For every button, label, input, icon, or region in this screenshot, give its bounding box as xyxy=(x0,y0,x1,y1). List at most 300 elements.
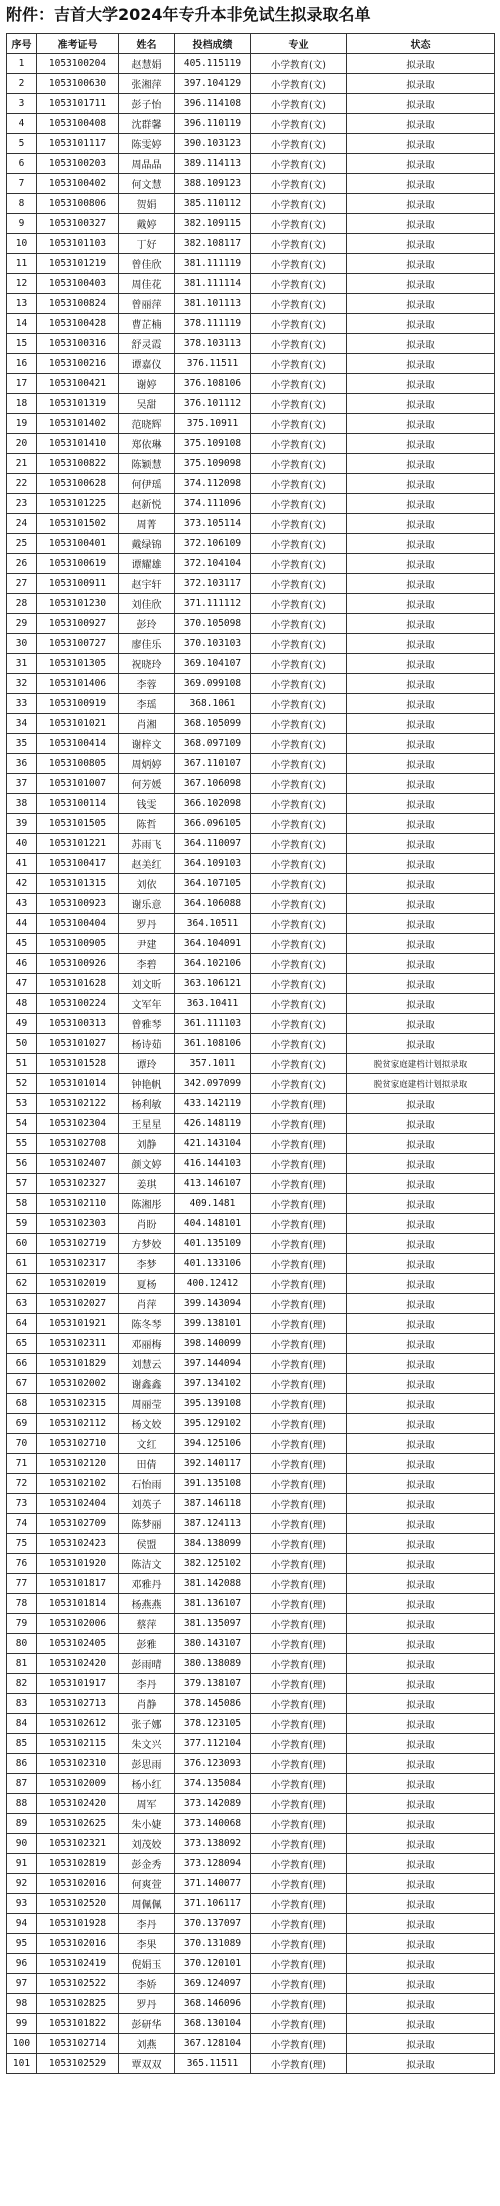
cell-major: 小学教育(文) xyxy=(251,734,347,754)
cell-status: 拟录取 xyxy=(347,534,495,554)
cell-score: 368.130104 xyxy=(175,2014,251,2034)
cell-score: 376.123093 xyxy=(175,1754,251,1774)
cell-seq: 90 xyxy=(7,1834,37,1854)
cell-status: 拟录取 xyxy=(347,1094,495,1114)
cell-major: 小学教育(理) xyxy=(251,1654,347,1674)
cell-exam-id: 1053101502 xyxy=(37,514,119,534)
cell-exam-id: 1053101402 xyxy=(37,414,119,434)
table-row xyxy=(7,1214,495,1234)
cell-status: 拟录取 xyxy=(347,1534,495,1554)
cell-status: 拟录取 xyxy=(347,1834,495,1854)
cell-score: 371.140077 xyxy=(175,1874,251,1894)
cell-score: 389.114113 xyxy=(175,154,251,174)
cell-score: 385.110112 xyxy=(175,194,251,214)
cell-exam-id: 1053102315 xyxy=(37,1394,119,1414)
cell-name: 肖静 xyxy=(119,1694,175,1714)
cell-seq: 34 xyxy=(7,714,37,734)
cell-major: 小学教育(文) xyxy=(251,234,347,254)
cell-name: 曾佳欣 xyxy=(119,254,175,274)
cell-name: 文军年 xyxy=(119,994,175,1014)
cell-score: 400.12412 xyxy=(175,1274,251,1294)
cell-major: 小学教育(理) xyxy=(251,1814,347,1834)
cell-seq: 82 xyxy=(7,1674,37,1694)
cell-major: 小学教育(文) xyxy=(251,194,347,214)
cell-major: 小学教育(理) xyxy=(251,1614,347,1634)
table-row xyxy=(7,674,495,694)
cell-exam-id: 1053102420 xyxy=(37,1794,119,1814)
cell-seq: 22 xyxy=(7,474,37,494)
cell-name: 刘慧云 xyxy=(119,1354,175,1374)
cell-exam-id: 1053100414 xyxy=(37,734,119,754)
table-row xyxy=(7,1114,495,1134)
table-row xyxy=(7,1014,495,1034)
cell-major: 小学教育(文) xyxy=(251,894,347,914)
cell-score: 372.104104 xyxy=(175,554,251,574)
cell-exam-id: 1053100417 xyxy=(37,854,119,874)
cell-major: 小学教育(理) xyxy=(251,1434,347,1454)
cell-name: 刘静 xyxy=(119,1134,175,1154)
cell-exam-id: 1053100919 xyxy=(37,694,119,714)
cell-score: 395.129102 xyxy=(175,1414,251,1434)
cell-name: 张湘萍 xyxy=(119,74,175,94)
cell-score: 398.140099 xyxy=(175,1334,251,1354)
cell-exam-id: 1053102407 xyxy=(37,1154,119,1174)
cell-status: 拟录取 xyxy=(347,1154,495,1174)
table-row xyxy=(7,434,495,454)
cell-exam-id: 1053101928 xyxy=(37,1914,119,1934)
cell-status: 拟录取 xyxy=(347,54,495,74)
cell-major: 小学教育(文) xyxy=(251,554,347,574)
cell-seq: 58 xyxy=(7,1194,37,1214)
cell-major: 小学教育(文) xyxy=(251,774,347,794)
cell-name: 朱文兴 xyxy=(119,1734,175,1754)
cell-exam-id: 1053101021 xyxy=(37,714,119,734)
cell-score: 376.11511 xyxy=(175,354,251,374)
cell-exam-id: 1053102317 xyxy=(37,1254,119,1274)
cell-major: 小学教育(文) xyxy=(251,874,347,894)
cell-status: 拟录取 xyxy=(347,134,495,154)
cell-major: 小学教育(文) xyxy=(251,174,347,194)
cell-seq: 62 xyxy=(7,1274,37,1294)
cell-name: 周炳婷 xyxy=(119,754,175,774)
cell-major: 小学教育(理) xyxy=(251,1674,347,1694)
cell-status: 拟录取 xyxy=(347,714,495,734)
cell-major: 小学教育(理) xyxy=(251,1134,347,1154)
cell-major: 小学教育(文) xyxy=(251,934,347,954)
cell-status: 拟录取 xyxy=(347,454,495,474)
table-row xyxy=(7,474,495,494)
cell-exam-id: 1053101230 xyxy=(37,594,119,614)
cell-seq: 94 xyxy=(7,1914,37,1934)
cell-major: 小学教育(文) xyxy=(251,274,347,294)
cell-seq: 53 xyxy=(7,1094,37,1114)
cell-status: 拟录取 xyxy=(347,1694,495,1714)
cell-status: 拟录取 xyxy=(347,414,495,434)
header-seq: 序号 xyxy=(7,34,37,54)
cell-status: 拟录取 xyxy=(347,1634,495,1654)
cell-name: 舒灵霞 xyxy=(119,334,175,354)
cell-score: 368.146096 xyxy=(175,1994,251,2014)
cell-major: 小学教育(理) xyxy=(251,1214,347,1234)
cell-major: 小学教育(理) xyxy=(251,1634,347,1654)
cell-seq: 20 xyxy=(7,434,37,454)
cell-name: 郑依琳 xyxy=(119,434,175,454)
cell-score: 342.097099 xyxy=(175,1074,251,1094)
cell-seq: 49 xyxy=(7,1014,37,1034)
table-row xyxy=(7,414,495,434)
table-row xyxy=(7,494,495,514)
cell-seq: 61 xyxy=(7,1254,37,1274)
table-row xyxy=(7,794,495,814)
cell-exam-id: 1053101219 xyxy=(37,254,119,274)
cell-major: 小学教育(文) xyxy=(251,94,347,114)
cell-exam-id: 1053100619 xyxy=(37,554,119,574)
cell-seq: 75 xyxy=(7,1534,37,1554)
cell-exam-id: 1053102825 xyxy=(37,1994,119,2014)
cell-major: 小学教育(文) xyxy=(251,714,347,734)
cell-status: 拟录取 xyxy=(347,1414,495,1434)
cell-name: 周佩佩 xyxy=(119,1894,175,1914)
cell-status: 拟录取 xyxy=(347,294,495,314)
cell-seq: 45 xyxy=(7,934,37,954)
cell-score: 421.143104 xyxy=(175,1134,251,1154)
cell-major: 小学教育(文) xyxy=(251,74,347,94)
cell-seq: 40 xyxy=(7,834,37,854)
cell-seq: 56 xyxy=(7,1154,37,1174)
cell-name: 周佳花 xyxy=(119,274,175,294)
table-row xyxy=(7,354,495,374)
cell-major: 小学教育(文) xyxy=(251,54,347,74)
cell-status: 拟录取 xyxy=(347,234,495,254)
cell-exam-id: 1053102009 xyxy=(37,1774,119,1794)
cell-score: 413.146107 xyxy=(175,1174,251,1194)
cell-status: 拟录取 xyxy=(347,1894,495,1914)
cell-status: 拟录取 xyxy=(347,354,495,374)
table-row xyxy=(7,1874,495,1894)
cell-score: 371.106117 xyxy=(175,1894,251,1914)
table-row xyxy=(7,754,495,774)
table-header-row xyxy=(7,34,495,54)
cell-name: 戴婷 xyxy=(119,214,175,234)
cell-exam-id: 1053101007 xyxy=(37,774,119,794)
cell-score: 365.11511 xyxy=(175,2054,251,2074)
cell-name: 李娇 xyxy=(119,1974,175,1994)
cell-major: 小学教育(文) xyxy=(251,594,347,614)
cell-score: 363.10411 xyxy=(175,994,251,1014)
cell-name: 杨诗茹 xyxy=(119,1034,175,1054)
table-row xyxy=(7,1514,495,1534)
table-row xyxy=(7,994,495,1014)
cell-score: 374.111096 xyxy=(175,494,251,514)
cell-exam-id: 1053101921 xyxy=(37,1314,119,1334)
cell-exam-id: 1053100313 xyxy=(37,1014,119,1034)
cell-exam-id: 1053100428 xyxy=(37,314,119,334)
cell-score: 361.111103 xyxy=(175,1014,251,1034)
cell-name: 杨燕燕 xyxy=(119,1594,175,1614)
cell-name: 赵宇轩 xyxy=(119,574,175,594)
table-row xyxy=(7,194,495,214)
cell-score: 396.114108 xyxy=(175,94,251,114)
cell-exam-id: 1053100316 xyxy=(37,334,119,354)
cell-exam-id: 1053100822 xyxy=(37,454,119,474)
cell-score: 409.1481 xyxy=(175,1194,251,1214)
cell-status: 拟录取 xyxy=(347,554,495,574)
cell-major: 小学教育(文) xyxy=(251,154,347,174)
cell-seq: 41 xyxy=(7,854,37,874)
table-row xyxy=(7,1834,495,1854)
cell-exam-id: 1053101406 xyxy=(37,674,119,694)
cell-seq: 31 xyxy=(7,654,37,674)
cell-exam-id: 1053102520 xyxy=(37,1894,119,1914)
cell-name: 田倩 xyxy=(119,1454,175,1474)
cell-score: 369.099108 xyxy=(175,674,251,694)
cell-seq: 19 xyxy=(7,414,37,434)
cell-name: 戴绿锦 xyxy=(119,534,175,554)
cell-score: 373.105114 xyxy=(175,514,251,534)
table-row xyxy=(7,1254,495,1274)
table-row xyxy=(7,1174,495,1194)
cell-status: 拟录取 xyxy=(347,1194,495,1214)
cell-score: 378.123105 xyxy=(175,1714,251,1734)
cell-status: 拟录取 xyxy=(347,1714,495,1734)
cell-score: 367.110107 xyxy=(175,754,251,774)
cell-score: 364.102106 xyxy=(175,954,251,974)
table-row xyxy=(7,654,495,674)
cell-major: 小学教育(文) xyxy=(251,654,347,674)
cell-status: 拟录取 xyxy=(347,1854,495,1874)
cell-major: 小学教育(文) xyxy=(251,974,347,994)
cell-name: 邓丽梅 xyxy=(119,1334,175,1354)
cell-score: 364.107105 xyxy=(175,874,251,894)
cell-seq: 16 xyxy=(7,354,37,374)
cell-score: 387.146118 xyxy=(175,1494,251,1514)
cell-seq: 97 xyxy=(7,1974,37,1994)
cell-name: 何爽萱 xyxy=(119,1874,175,1894)
cell-name: 谭耀雄 xyxy=(119,554,175,574)
cell-seq: 64 xyxy=(7,1314,37,1334)
cell-name: 曹芷楠 xyxy=(119,314,175,334)
cell-status: 拟录取 xyxy=(347,854,495,874)
table-row xyxy=(7,1854,495,1874)
cell-score: 376.108106 xyxy=(175,374,251,394)
table-row xyxy=(7,834,495,854)
table-row xyxy=(7,1694,495,1714)
cell-exam-id: 1053100927 xyxy=(37,614,119,634)
cell-seq: 98 xyxy=(7,1994,37,2014)
cell-status: 拟录取 xyxy=(347,1654,495,1674)
cell-seq: 21 xyxy=(7,454,37,474)
cell-name: 彭金秀 xyxy=(119,1854,175,1874)
cell-major: 小学教育(文) xyxy=(251,334,347,354)
cell-status: 拟录取 xyxy=(347,1354,495,1374)
table-row xyxy=(7,334,495,354)
cell-name: 曾雅琴 xyxy=(119,1014,175,1034)
cell-status: 拟录取 xyxy=(347,1294,495,1314)
cell-score: 370.120101 xyxy=(175,1954,251,1974)
cell-score: 364.106088 xyxy=(175,894,251,914)
cell-exam-id: 1053101221 xyxy=(37,834,119,854)
cell-name: 杨文姣 xyxy=(119,1414,175,1434)
cell-seq: 36 xyxy=(7,754,37,774)
cell-score: 404.148101 xyxy=(175,1214,251,1234)
cell-name: 何芳媛 xyxy=(119,774,175,794)
cell-seq: 32 xyxy=(7,674,37,694)
table-row xyxy=(7,734,495,754)
cell-status: 拟录取 xyxy=(347,734,495,754)
cell-exam-id: 1053100905 xyxy=(37,934,119,954)
cell-major: 小学教育(理) xyxy=(251,1334,347,1354)
cell-score: 397.134102 xyxy=(175,1374,251,1394)
cell-exam-id: 1053100401 xyxy=(37,534,119,554)
cell-major: 小学教育(理) xyxy=(251,1894,347,1914)
cell-name: 彭思雨 xyxy=(119,1754,175,1774)
cell-score: 375.10911 xyxy=(175,414,251,434)
cell-name: 侯盟 xyxy=(119,1534,175,1554)
table-row xyxy=(7,134,495,154)
cell-score: 395.139108 xyxy=(175,1394,251,1414)
cell-exam-id: 1053102405 xyxy=(37,1634,119,1654)
cell-name: 陈颖慧 xyxy=(119,454,175,474)
cell-name: 赵慧娟 xyxy=(119,54,175,74)
cell-exam-id: 1053100204 xyxy=(37,54,119,74)
cell-seq: 33 xyxy=(7,694,37,714)
cell-major: 小学教育(理) xyxy=(251,1514,347,1534)
cell-exam-id: 1053102423 xyxy=(37,1534,119,1554)
cell-name: 李丹 xyxy=(119,1674,175,1694)
cell-status: 拟录取 xyxy=(347,474,495,494)
table-row xyxy=(7,514,495,534)
cell-exam-id: 1053101410 xyxy=(37,434,119,454)
cell-name: 沈群馨 xyxy=(119,114,175,134)
cell-exam-id: 1053102625 xyxy=(37,1814,119,1834)
cell-name: 李蓉 xyxy=(119,674,175,694)
cell-exam-id: 1053102120 xyxy=(37,1454,119,1474)
cell-score: 367.128104 xyxy=(175,2034,251,2054)
cell-seq: 101 xyxy=(7,2054,37,2074)
cell-exam-id: 1053101628 xyxy=(37,974,119,994)
cell-seq: 76 xyxy=(7,1554,37,1574)
cell-status: 拟录取 xyxy=(347,1434,495,1454)
cell-status: 拟录取 xyxy=(347,1914,495,1934)
cell-major: 小学教育(文) xyxy=(251,994,347,1014)
cell-status: 脱贫家庭建档计划拟录取 xyxy=(347,1054,495,1074)
cell-name: 彭研华 xyxy=(119,2014,175,2034)
cell-name: 朱小婕 xyxy=(119,1814,175,1834)
cell-exam-id: 1053101103 xyxy=(37,234,119,254)
cell-seq: 6 xyxy=(7,154,37,174)
cell-score: 381.101113 xyxy=(175,294,251,314)
cell-major: 小学教育(理) xyxy=(251,1914,347,1934)
cell-score: 369.104107 xyxy=(175,654,251,674)
cell-name: 钱雯 xyxy=(119,794,175,814)
cell-status: 拟录取 xyxy=(347,994,495,1014)
cell-exam-id: 1053100923 xyxy=(37,894,119,914)
cell-major: 小学教育(理) xyxy=(251,1474,347,1494)
cell-major: 小学教育(文) xyxy=(251,354,347,374)
cell-status: 拟录取 xyxy=(347,954,495,974)
table-row xyxy=(7,1714,495,1734)
cell-exam-id: 1053102404 xyxy=(37,1494,119,1514)
table-row xyxy=(7,1474,495,1494)
cell-status: 拟录取 xyxy=(347,1974,495,1994)
cell-status: 拟录取 xyxy=(347,1274,495,1294)
cell-name: 刘茂姣 xyxy=(119,1834,175,1854)
cell-major: 小学教育(理) xyxy=(251,1574,347,1594)
table-row xyxy=(7,614,495,634)
table-row xyxy=(7,454,495,474)
cell-status: 拟录取 xyxy=(347,654,495,674)
cell-score: 372.103117 xyxy=(175,574,251,594)
table-row xyxy=(7,1134,495,1154)
cell-major: 小学教育(理) xyxy=(251,1394,347,1414)
cell-major: 小学教育(文) xyxy=(251,294,347,314)
table-row xyxy=(7,1994,495,2014)
table-row xyxy=(7,94,495,114)
cell-score: 382.125102 xyxy=(175,1554,251,1574)
cell-seq: 29 xyxy=(7,614,37,634)
cell-status: 拟录取 xyxy=(347,1134,495,1154)
cell-status: 拟录取 xyxy=(347,314,495,334)
cell-seq: 1 xyxy=(7,54,37,74)
table-row xyxy=(7,1934,495,1954)
cell-score: 416.144103 xyxy=(175,1154,251,1174)
table-row xyxy=(7,1674,495,1694)
cell-seq: 83 xyxy=(7,1694,37,1714)
cell-status: 拟录取 xyxy=(347,914,495,934)
cell-seq: 2 xyxy=(7,74,37,94)
cell-major: 小学教育(文) xyxy=(251,114,347,134)
cell-name: 彭雨晴 xyxy=(119,1654,175,1674)
cell-name: 周丽莹 xyxy=(119,1394,175,1414)
cell-status: 拟录取 xyxy=(347,1014,495,1034)
table-row xyxy=(7,1554,495,1574)
cell-major: 小学教育(文) xyxy=(251,514,347,534)
cell-major: 小学教育(文) xyxy=(251,854,347,874)
cell-score: 363.106121 xyxy=(175,974,251,994)
table-row xyxy=(7,854,495,874)
cell-seq: 77 xyxy=(7,1574,37,1594)
cell-score: 380.138089 xyxy=(175,1654,251,1674)
cell-status: 拟录取 xyxy=(347,1514,495,1534)
cell-seq: 80 xyxy=(7,1634,37,1654)
cell-seq: 88 xyxy=(7,1794,37,1814)
cell-exam-id: 1053102112 xyxy=(37,1414,119,1434)
cell-name: 刘佳欣 xyxy=(119,594,175,614)
cell-name: 蔡萍 xyxy=(119,1614,175,1634)
cell-exam-id: 1053102310 xyxy=(37,1754,119,1774)
table-row xyxy=(7,814,495,834)
cell-seq: 92 xyxy=(7,1874,37,1894)
cell-seq: 28 xyxy=(7,594,37,614)
cell-name: 苏雨飞 xyxy=(119,834,175,854)
header-status: 状态 xyxy=(347,34,495,54)
cell-status: 拟录取 xyxy=(347,774,495,794)
cell-name: 李梦 xyxy=(119,1254,175,1274)
cell-major: 小学教育(理) xyxy=(251,1294,347,1314)
table-row xyxy=(7,1394,495,1414)
cell-score: 375.109098 xyxy=(175,454,251,474)
cell-name: 陈冬琴 xyxy=(119,1314,175,1334)
cell-status: 拟录取 xyxy=(347,1394,495,1414)
cell-name: 何伊瑶 xyxy=(119,474,175,494)
cell-score: 371.111112 xyxy=(175,594,251,614)
cell-status: 拟录取 xyxy=(347,874,495,894)
cell-exam-id: 1053100203 xyxy=(37,154,119,174)
cell-exam-id: 1053102710 xyxy=(37,1434,119,1454)
cell-seq: 27 xyxy=(7,574,37,594)
cell-major: 小学教育(理) xyxy=(251,1734,347,1754)
cell-seq: 47 xyxy=(7,974,37,994)
